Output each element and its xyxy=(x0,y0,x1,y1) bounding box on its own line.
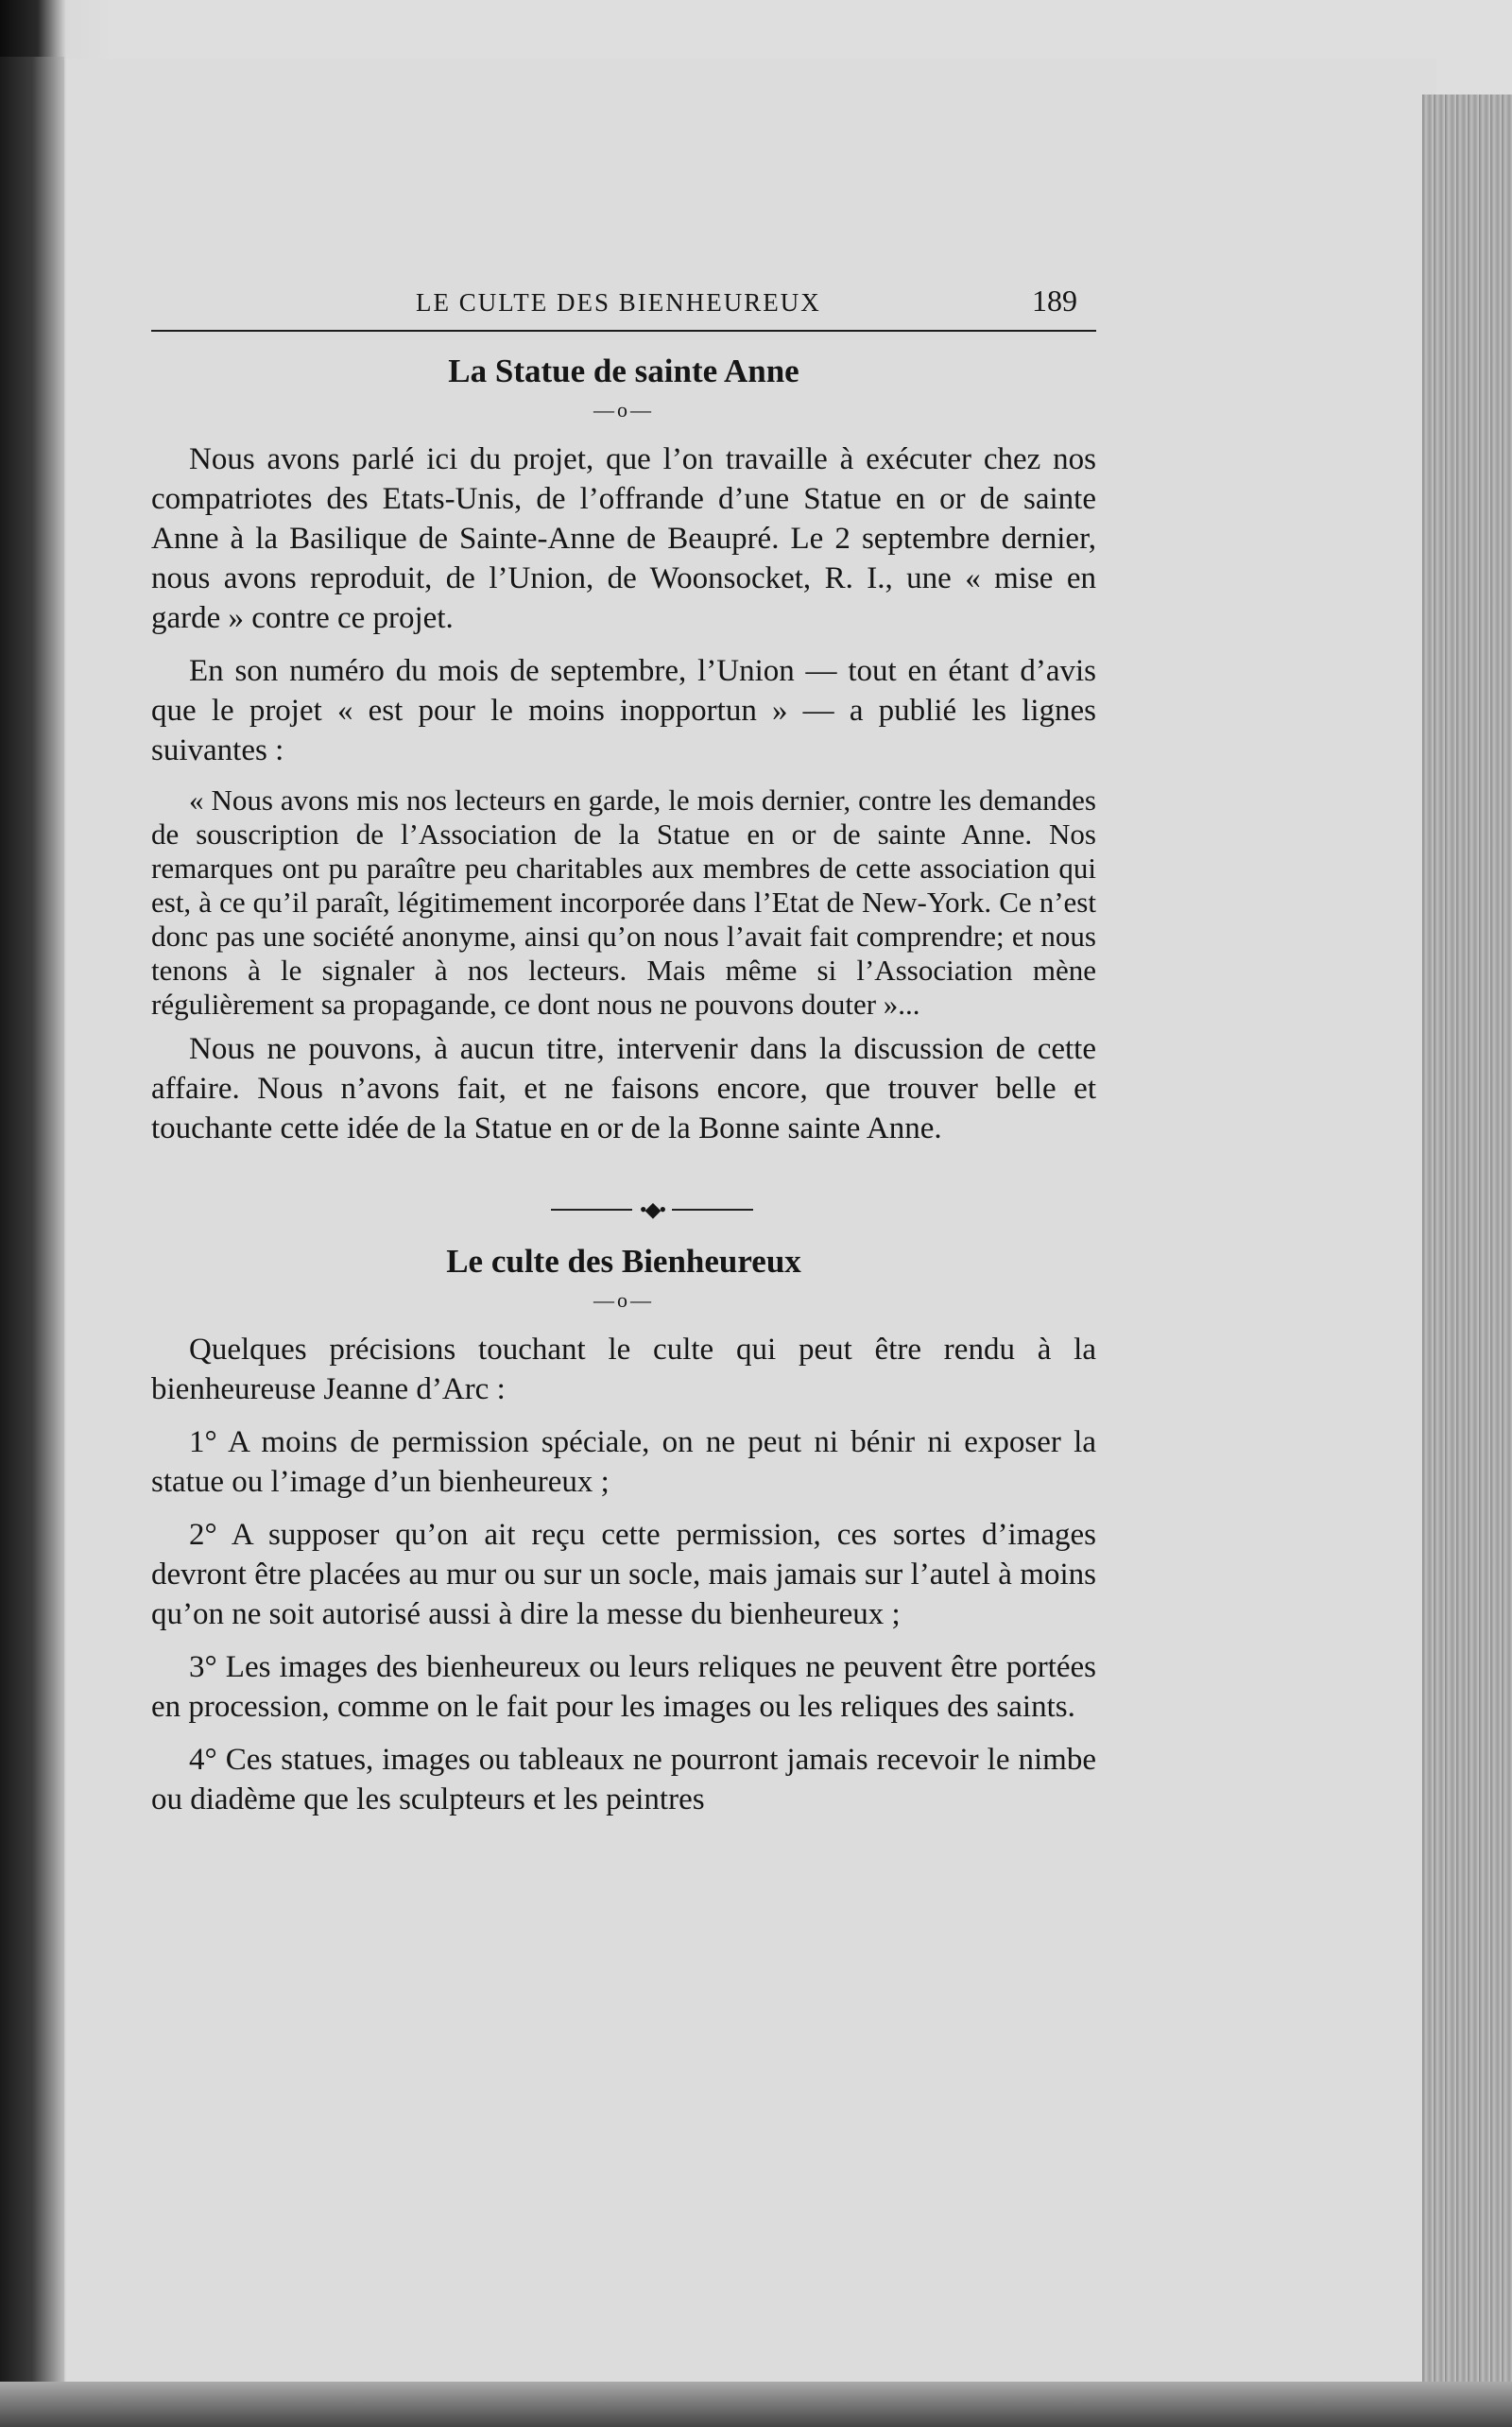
binding-shadow xyxy=(0,57,64,2382)
fleuron-ornament: •◆• xyxy=(639,1197,665,1221)
quoted-paragraph: « Nous avons mis nos lecteurs en garde, le mois dernier, contre les demandes de souscription de l’Association de la Statue en or de sainte Anne. Nos remarques ont pu paraître peu charitables aux membres de cette association qui est, à ce qu’il paraît, légitimement incorporée dans l’Etat de New-York. Ce n’est donc pas une société anonyme, ainsi qu’on nous l’avait fait comprendre; et nous tenons à le signaler à nos lecteurs. Mais même si l’Association mène régulièrement sa propagande, ce dont nous ne pouvons douter »... xyxy=(151,783,1096,1021)
section-separator: —o— xyxy=(593,1288,654,1312)
section-bienheureux xyxy=(151,1243,1096,1819)
section-separator: —o— xyxy=(593,398,654,422)
fleuron-divider xyxy=(208,1197,1096,1222)
paragraph: Quelques précisions touchant le culte qui peut être rendu à la bienheureuse Jeanne d’Arc : xyxy=(151,1333,1096,1406)
page-number: 189 xyxy=(1032,284,1077,318)
divider-rule xyxy=(672,1209,753,1211)
page-content xyxy=(151,284,1096,1833)
list-item: 1° A moins de permission spéciale, on ne peut ni bénir ni exposer la statue ou l’image d’un bienheureux ; xyxy=(151,1425,1096,1499)
divider-rule xyxy=(551,1209,632,1211)
section-statue xyxy=(151,353,1096,1148)
section-title: Le culte des Bienheureux xyxy=(446,1243,801,1280)
paragraph: Nous avons parlé ici du projet, que l’on travaille à exécuter chez nos compatriotes des Etats-Unis, de l’offrande d’une Statue en or de sainte Anne à la Basilique de Sainte-Anne de Beaupré. Le 2 septembre dernier, nous avons reproduit, de l’Union, de Woonsocket, R. I., une « mise en garde » contre ce projet. xyxy=(151,442,1096,635)
paragraph: En son numéro du mois de septembre, l’Union — tout en étant d’avis que le projet « est pour le moins inopportun » — a publié les lignes suivantes : xyxy=(151,654,1096,767)
list-item: 2° A supposer qu’on ait reçu cette permission, ces sortes d’images devront être placées au mur ou sur un socle, mais jamais sur l’autel à moins qu’on ne soit autorisé aussi à dire la messe du bienheureux ; xyxy=(151,1518,1096,1631)
running-header xyxy=(151,284,1096,332)
running-title: LE CULTE DES BIENHEUREUX xyxy=(416,288,821,317)
list-item: 3° Les images des bienheureux ou leurs reliques ne peuvent être portées en procession, comme on le fait pour les images ou les reliques des saints. xyxy=(151,1650,1096,1724)
bottom-shadow xyxy=(0,2382,1512,2427)
paragraph: Nous ne pouvons, à aucun titre, intervenir dans la discussion de cette affaire. Nous n’avons fait, et ne faisons encore, que trouver belle et touchante cette idée de la Statue en or de la Bonne sainte Anne. xyxy=(151,1032,1096,1145)
section-title: La Statue de sainte Anne xyxy=(448,353,799,389)
list-item: 4° Ces statues, images ou tableaux ne pourront jamais recevoir le nimbe ou diadème que les sculpteurs et les peintres xyxy=(151,1743,1096,1816)
page-edges xyxy=(1422,95,1512,2427)
